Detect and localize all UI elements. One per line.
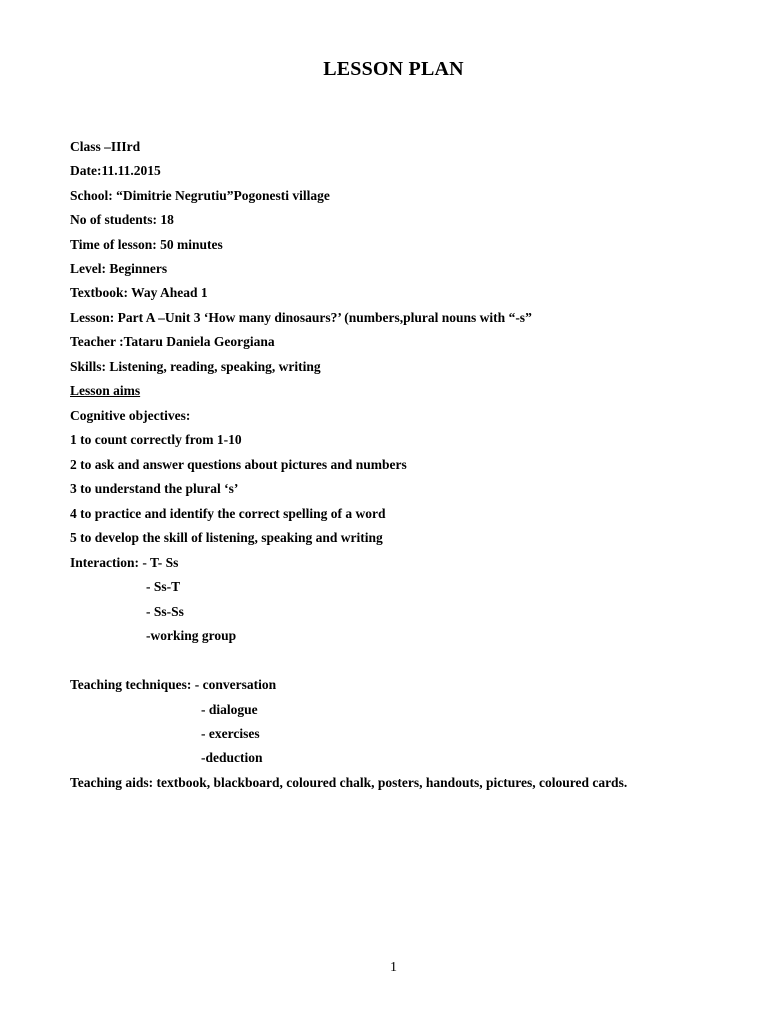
date-line: Date:11.11.2015 — [70, 163, 161, 178]
technique-item: - dialogue — [201, 702, 258, 717]
time-line: Time of lesson: 50 minutes — [70, 237, 223, 252]
lesson-aims-heading: Lesson aims — [70, 383, 141, 398]
class-line: Class –IIIrd — [70, 139, 141, 154]
document-title: LESSON PLAN — [323, 58, 464, 80]
interaction-line: Interaction: - T- Ss — [70, 555, 179, 570]
interaction-item: - Ss-Ss — [146, 604, 184, 619]
teaching-aids-line: Teaching aids: textbook, blackboard, coloured chalk, posters, handouts, pictures, coloured cards. — [70, 775, 628, 790]
interaction-item: - Ss-T — [146, 579, 181, 594]
teaching-techniques-line: Teaching techniques: - conversation — [70, 677, 277, 692]
school-line: School: “Dimitrie Negrutiu”Pogonesti village — [70, 188, 330, 203]
textbook-line: Textbook: Way Ahead 1 — [70, 285, 208, 300]
level-line: Level: Beginners — [70, 261, 168, 276]
objective-item: 3 to understand the plural ‘s’ — [70, 481, 239, 496]
lesson-line: Lesson: Part A –Unit 3 ‘How many dinosaurs?’ (numbers,plural nouns with “-s” — [70, 310, 532, 325]
objective-item: 1 to count correctly from 1-10 — [70, 432, 242, 447]
technique-item: -deduction — [201, 750, 263, 765]
objective-item: 5 to develop the skill of listening, speaking and writing — [70, 530, 383, 545]
cognitive-objectives-heading: Cognitive objectives: — [70, 408, 191, 423]
page-number: 1 — [390, 960, 397, 975]
technique-item: - exercises — [201, 726, 260, 741]
objective-item: 2 to ask and answer questions about pictures and numbers — [70, 457, 407, 472]
students-line: No of students: 18 — [70, 212, 174, 227]
interaction-item: -working group — [146, 628, 237, 643]
skills-line: Skills: Listening, reading, speaking, writing — [70, 359, 321, 374]
teacher-line: Teacher :Tataru Daniela Georgiana — [70, 334, 275, 349]
objective-item: 4 to practice and identify the correct spelling of a word — [70, 506, 386, 521]
